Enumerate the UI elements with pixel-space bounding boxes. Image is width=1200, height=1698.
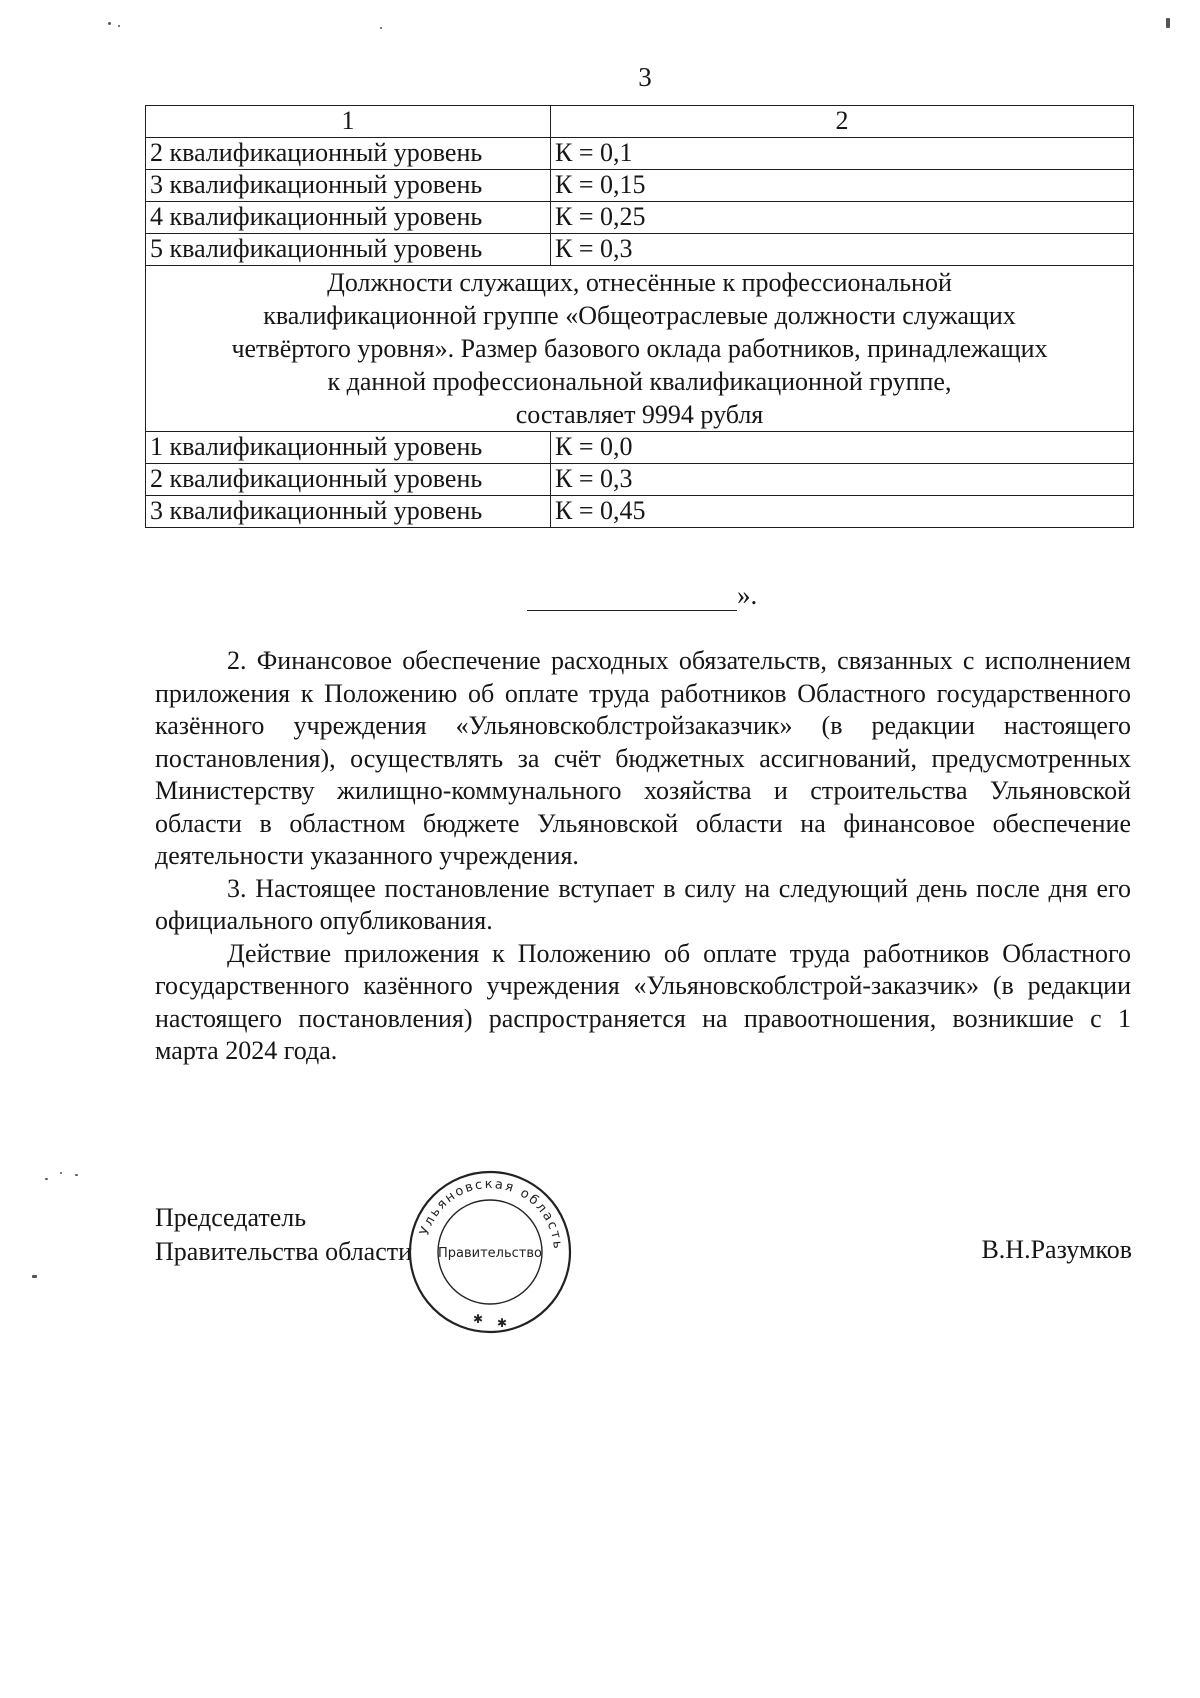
table-row (146, 432, 1134, 464)
group-description-row (146, 266, 1134, 432)
qualification-table (145, 105, 1134, 528)
qualification-level: 4 квалификационный уровень (146, 202, 551, 234)
scan-speck (60, 1172, 62, 1174)
scan-speck (108, 22, 111, 25)
group-description-line: составляет 9994 рубля (515, 400, 764, 429)
table-row (146, 170, 1134, 202)
qualification-level: 2 квалификационный уровень (146, 138, 551, 170)
table-row (146, 234, 1134, 266)
column-header-2: 2 (551, 106, 1134, 138)
table-row (146, 464, 1134, 496)
signatory-title-line-1: Председатель (155, 1203, 307, 1232)
paragraph-effective-date: 3. Настоящее постановление вступает в силу на следующий день после дня его официального опубликования. (155, 873, 1131, 935)
scan-speck (380, 27, 382, 29)
official-seal (405, 1167, 575, 1337)
signatory-title-line-2: Правительства области (155, 1237, 413, 1266)
coefficient: К = 0,1 (551, 138, 1134, 170)
coefficient: К = 0,15 (551, 170, 1134, 202)
group-description-line: квалификационной группе «Общеотраслевые должности служащих (263, 301, 1016, 330)
coefficient: К = 0,3 (551, 234, 1134, 266)
table-row (146, 202, 1134, 234)
table-header-row (146, 106, 1134, 138)
coefficient: К = 0,25 (551, 202, 1134, 234)
group-description-line: четвёртого уровня». Размер базового оклада работников, принадлежащих (231, 334, 1048, 363)
paragraph-financing: 2. Финансовое обеспечение расходных обязательств, связанных с исполнением приложения к Положению об оплате труда работников Областного государственного казённого учреждения «Ульяновскоблстройзаказчик» (в редакции настоящего постановления), осуществлять за счёт бюджетных ассигнований, предусмотренных Министерству жилищно-коммунального хозяйства и строительства Ульяновской области в областном бюджете Ульяновской области на финансовое обеспечение деятельности указанного учреждения. (155, 646, 1131, 870)
seal-ring-text: Ульяновская область (417, 1176, 566, 1252)
signatory-name: В.Н.Разумков (981, 1235, 1132, 1264)
group-description-line: Должности служащих, отнесённые к профессиональной (327, 268, 952, 297)
scan-speck (118, 25, 120, 27)
coefficient: К = 0,45 (551, 496, 1134, 528)
qualification-level: 3 квалификационный уровень (146, 496, 551, 528)
table-row (146, 138, 1134, 170)
closing-mark (527, 580, 757, 611)
qualification-level: 1 квалификационный уровень (146, 432, 551, 464)
column-header-1: 1 (146, 106, 551, 138)
page-number: 3 (638, 62, 652, 92)
scan-speck (45, 1178, 48, 1180)
coefficient: К = 0,3 (551, 464, 1134, 496)
resolution-body (155, 645, 1131, 1068)
qualification-level: 3 квалификационный уровень (146, 170, 551, 202)
seal-star-icon: ✱ (473, 1312, 484, 1326)
group-description-line: к данной профессиональной квалификационной группе, (327, 367, 952, 396)
table-row (146, 496, 1134, 528)
scan-speck (75, 1174, 78, 1176)
coefficient: К = 0,0 (551, 432, 1134, 464)
signatory-title (155, 1201, 412, 1269)
seal-center-text: Правительство (438, 1246, 542, 1261)
group-description (146, 266, 1134, 432)
scan-speck (1166, 18, 1170, 28)
paragraph-retroactive: Действие приложения к Положению об оплате труда работников Областного государственного казённого учреждения «Ульяновскоблстрой-заказчик» (в редакции настоящего постановления) распространяется на правоотношения, возникшие с 1 марта 2024 года. (155, 938, 1131, 1065)
qualification-level: 2 квалификационный уровень (146, 464, 551, 496)
scan-speck (32, 1275, 37, 1278)
qualification-level: 5 квалификационный уровень (146, 234, 551, 266)
seal-star-icon: ✱ (497, 1316, 508, 1330)
closing-quote: ». (737, 580, 758, 610)
closing-underline (527, 584, 737, 611)
